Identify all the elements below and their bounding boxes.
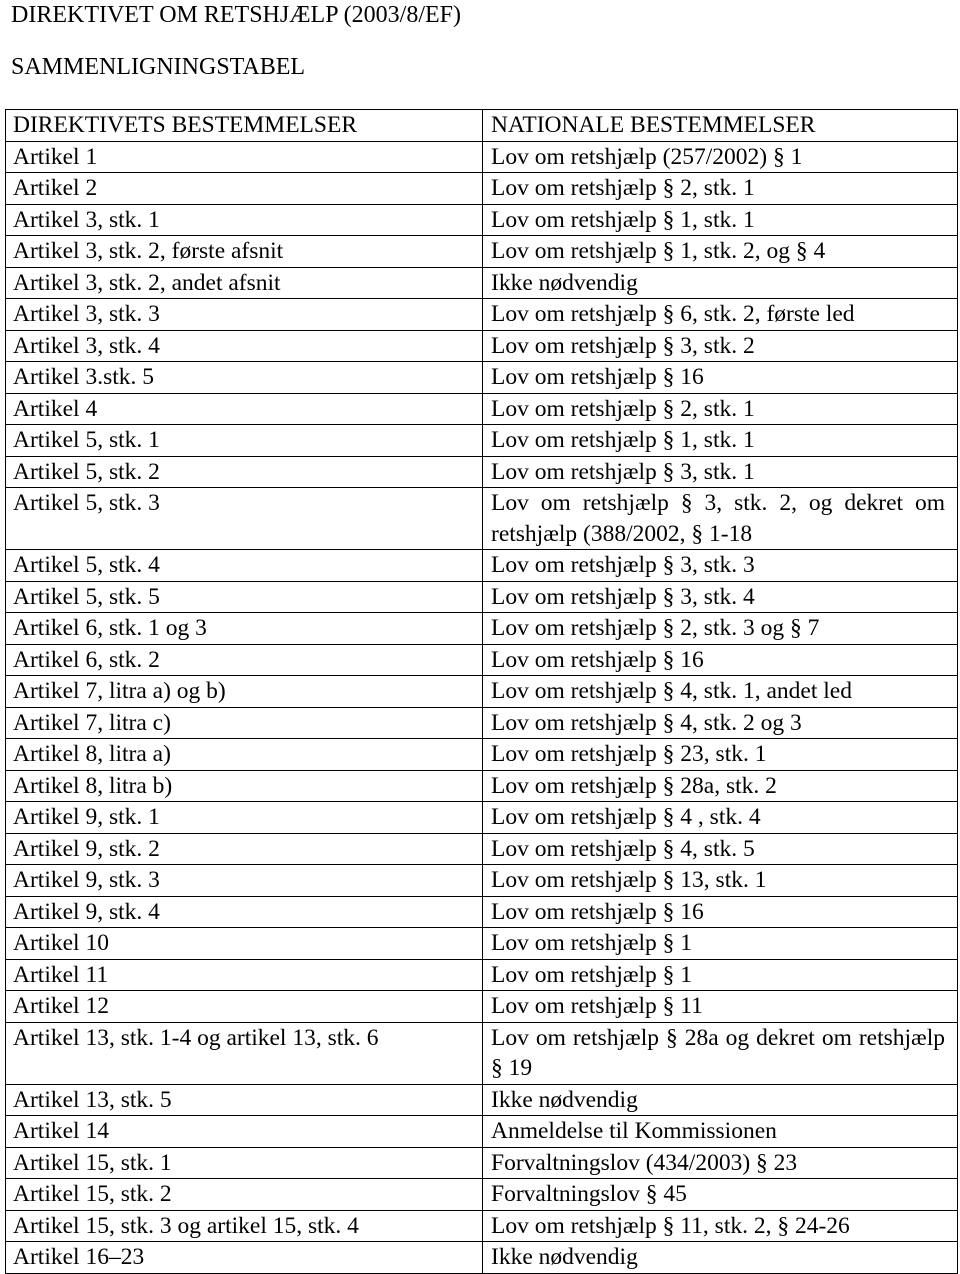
- comparison-table: [5, 109, 958, 1274]
- directive-provision-cell: Artikel 1: [6, 141, 483, 173]
- national-provision-cell: Lov om retshjælp § 6, stk. 2, første led: [483, 299, 958, 331]
- national-provision-cell: Lov om retshjælp § 11, stk. 2, § 24-26: [483, 1210, 958, 1242]
- table-row: [6, 833, 958, 865]
- directive-provision-cell: Artikel 3.stk. 5: [6, 362, 483, 394]
- document-subtitle: SAMMENLIGNINGSTABEL: [11, 54, 306, 80]
- table-row: [6, 550, 958, 582]
- national-provision-cell: Ikke nødvendig: [483, 1242, 958, 1274]
- table-row: [6, 928, 958, 960]
- table-row: [6, 456, 958, 488]
- directive-provision-cell: Artikel 10: [6, 928, 483, 960]
- national-provision-cell: Lov om retshjælp § 4 , stk. 4: [483, 802, 958, 834]
- directive-provision-cell: Artikel 9, stk. 3: [6, 865, 483, 897]
- directive-provision-cell: Artikel 3, stk. 2, andet afsnit: [6, 267, 483, 299]
- table-row: [6, 267, 958, 299]
- directive-provision-cell: Artikel 2: [6, 173, 483, 205]
- table-header-row: [6, 110, 958, 142]
- table-row: [6, 141, 958, 173]
- national-provision-cell: Lov om retshjælp § 2, stk. 3 og § 7: [483, 613, 958, 645]
- table-row: [6, 362, 958, 394]
- directive-provision-cell: Artikel 3, stk. 2, første afsnit: [6, 236, 483, 268]
- directive-provision-cell: Artikel 5, stk. 1: [6, 425, 483, 457]
- directive-provision-cell: Artikel 3, stk. 4: [6, 330, 483, 362]
- table-row: [6, 676, 958, 708]
- directive-provision-cell: Artikel 8, litra a): [6, 739, 483, 771]
- table-row: [6, 1210, 958, 1242]
- directive-provision-cell: Artikel 3, stk. 1: [6, 204, 483, 236]
- table-row: [6, 1116, 958, 1148]
- directive-provision-cell: Artikel 7, litra c): [6, 707, 483, 739]
- table-row: [6, 393, 958, 425]
- table-row: [6, 865, 958, 897]
- national-provision-cell: Lov om retshjælp § 1: [483, 928, 958, 960]
- directive-provision-cell: Artikel 5, stk. 4: [6, 550, 483, 582]
- national-provision-cell: Lov om retshjælp (257/2002) § 1: [483, 141, 958, 173]
- directive-provision-cell: Artikel 15, stk. 3 og artikel 15, stk. 4: [6, 1210, 483, 1242]
- directive-provision-cell: Artikel 12: [6, 991, 483, 1023]
- directive-provision-cell: Artikel 11: [6, 959, 483, 991]
- table-row: [6, 204, 958, 236]
- directive-provision-cell: Artikel 5, stk. 3: [6, 488, 483, 550]
- directive-provision-cell: Artikel 3, stk. 3: [6, 299, 483, 331]
- table-row: [6, 1179, 958, 1211]
- national-provision-cell: Lov om retshjælp § 28a og dekret om retshjælp § 19: [483, 1022, 958, 1084]
- directive-provision-cell: Artikel 13, stk. 1-4 og artikel 13, stk. 6: [6, 1022, 483, 1084]
- table-row: [6, 236, 958, 268]
- national-provision-cell: Lov om retshjælp § 16: [483, 644, 958, 676]
- table-row: [6, 581, 958, 613]
- national-provision-cell: Lov om retshjælp § 13, stk. 1: [483, 865, 958, 897]
- header-directive-provisions: DIREKTIVETS BESTEMMELSER: [6, 110, 483, 142]
- table-row: [6, 173, 958, 205]
- table-row: [6, 613, 958, 645]
- table-body: [6, 141, 958, 1273]
- directive-provision-cell: Artikel 6, stk. 1 og 3: [6, 613, 483, 645]
- directive-provision-cell: Artikel 5, stk. 2: [6, 456, 483, 488]
- table-row: [6, 739, 958, 771]
- table-row: [6, 959, 958, 991]
- national-provision-cell: Lov om retshjælp § 2, stk. 1: [483, 173, 958, 205]
- national-provision-cell: Lov om retshjælp § 16: [483, 896, 958, 928]
- directive-provision-cell: Artikel 9, stk. 2: [6, 833, 483, 865]
- directive-provision-cell: Artikel 5, stk. 5: [6, 581, 483, 613]
- national-provision-cell: Lov om retshjælp § 4, stk. 5: [483, 833, 958, 865]
- table-row: [6, 991, 958, 1023]
- national-provision-cell: Lov om retshjælp § 4, stk. 2 og 3: [483, 707, 958, 739]
- directive-provision-cell: Artikel 9, stk. 4: [6, 896, 483, 928]
- national-provision-cell: Lov om retshjælp § 3, stk. 2: [483, 330, 958, 362]
- directive-provision-cell: Artikel 9, stk. 1: [6, 802, 483, 834]
- national-provision-cell: Lov om retshjælp § 1, stk. 2, og § 4: [483, 236, 958, 268]
- national-provision-cell: Lov om retshjælp § 1: [483, 959, 958, 991]
- table-row: [6, 707, 958, 739]
- directive-provision-cell: Artikel 15, stk. 1: [6, 1147, 483, 1179]
- directive-provision-cell: Artikel 13, stk. 5: [6, 1084, 483, 1116]
- header-national-provisions: NATIONALE BESTEMMELSER: [483, 110, 958, 142]
- national-provision-cell: Lov om retshjælp § 3, stk. 2, og dekret om retshjælp (388/2002, § 1-18: [483, 488, 958, 550]
- national-provision-cell: Anmeldelse til Kommissionen: [483, 1116, 958, 1148]
- national-provision-cell: Lov om retshjælp § 16: [483, 362, 958, 394]
- national-provision-cell: Lov om retshjælp § 28a, stk. 2: [483, 770, 958, 802]
- national-provision-cell: Ikke nødvendig: [483, 267, 958, 299]
- table-row: [6, 1147, 958, 1179]
- directive-provision-cell: Artikel 7, litra a) og b): [6, 676, 483, 708]
- national-provision-cell: Lov om retshjælp § 1, stk. 1: [483, 204, 958, 236]
- national-provision-cell: Lov om retshjælp § 11: [483, 991, 958, 1023]
- directive-provision-cell: Artikel 14: [6, 1116, 483, 1148]
- directive-provision-cell: Artikel 4: [6, 393, 483, 425]
- table-row: [6, 299, 958, 331]
- table-row: [6, 770, 958, 802]
- national-provision-cell: Lov om retshjælp § 1, stk. 1: [483, 425, 958, 457]
- table-row: [6, 1022, 958, 1084]
- national-provision-cell: Forvaltningslov § 45: [483, 1179, 958, 1211]
- table-row: [6, 802, 958, 834]
- national-provision-cell: Lov om retshjælp § 23, stk. 1: [483, 739, 958, 771]
- table-row: [6, 896, 958, 928]
- directive-provision-cell: Artikel 6, stk. 2: [6, 644, 483, 676]
- table-row: [6, 1242, 958, 1274]
- national-provision-cell: Lov om retshjælp § 4, stk. 1, andet led: [483, 676, 958, 708]
- directive-provision-cell: Artikel 15, stk. 2: [6, 1179, 483, 1211]
- table-row: [6, 425, 958, 457]
- national-provision-cell: Ikke nødvendig: [483, 1084, 958, 1116]
- national-provision-cell: Lov om retshjælp § 3, stk. 3: [483, 550, 958, 582]
- national-provision-cell: Forvaltningslov (434/2003) § 23: [483, 1147, 958, 1179]
- directive-provision-cell: Artikel 8, litra b): [6, 770, 483, 802]
- directive-provision-cell: Artikel 16–23: [6, 1242, 483, 1274]
- table-row: [6, 330, 958, 362]
- national-provision-cell: Lov om retshjælp § 3, stk. 1: [483, 456, 958, 488]
- document-title: DIREKTIVET OM RETSHJÆLP (2003/8/EF): [11, 2, 461, 28]
- table-row: [6, 644, 958, 676]
- national-provision-cell: Lov om retshjælp § 3, stk. 4: [483, 581, 958, 613]
- national-provision-cell: Lov om retshjælp § 2, stk. 1: [483, 393, 958, 425]
- table-row: [6, 1084, 958, 1116]
- table-row: [6, 488, 958, 550]
